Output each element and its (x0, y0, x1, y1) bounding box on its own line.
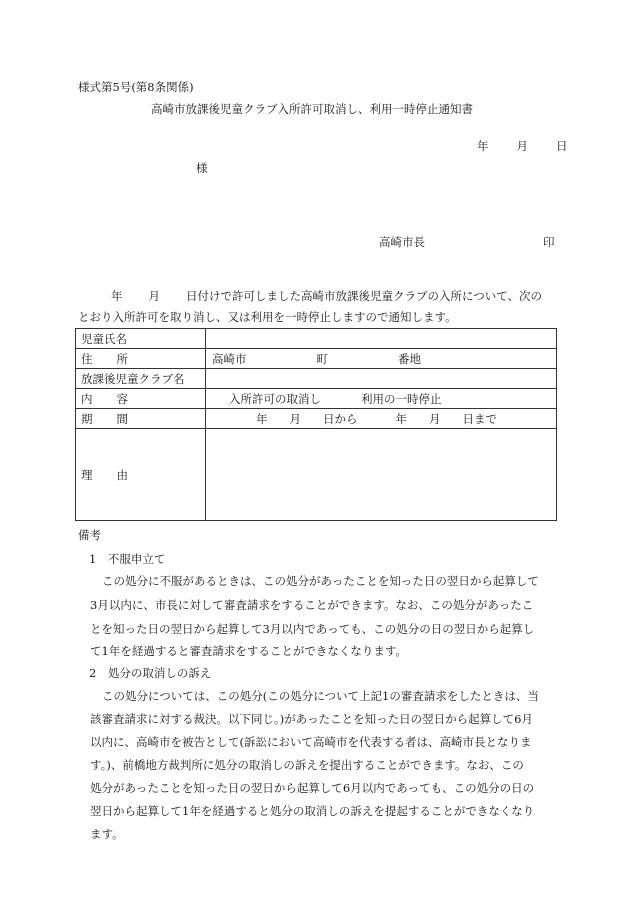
content-label: 内 容 (76, 389, 206, 409)
note1-line: この処分に不服があるときは、この処分があったことを知った日の翌日から起算して (102, 574, 539, 588)
note2-line: 処分があったことを知った日の翌日から起算して6月以内であっても、この処分の日の (90, 781, 535, 795)
notice-info-table (75, 328, 557, 521)
row-club (76, 369, 557, 389)
form-number: 様式第5号(第8条関係) (78, 80, 194, 94)
document-title: 高崎市放課後児童クラブ入所許可取消し、利用一時停止通知書 (151, 102, 473, 116)
note2-line: ます。 (90, 827, 124, 841)
note2-line: す。)、前橋地方裁判所に処分の取消しの訴えを提出することができます。なお、この (90, 758, 524, 772)
intro-year: 年 (111, 289, 123, 303)
seal-mark: 印 (543, 235, 555, 249)
address-town: 町 (316, 351, 328, 366)
row-address (76, 349, 557, 369)
remarks-title: 備考 (78, 528, 101, 542)
period-label: 期 間 (76, 409, 206, 429)
note2-line: 以内に、高崎市を被告として(訴訟において高崎市を代表する者は、高崎市長となりま (90, 735, 532, 749)
child-name-label: 児童氏名 (76, 329, 206, 349)
address-banchi: 番地 (398, 351, 421, 366)
issuer-name: 高崎市長 (379, 235, 425, 249)
note2-title: 2 処分の取消しの訴え (89, 666, 212, 680)
row-period (76, 409, 557, 429)
note1-line: とを知った日の翌日から起算して3月以内であっても、この処分の日の翌日から起算し (90, 622, 535, 636)
address-city: 高崎市 (212, 351, 247, 366)
reason-value (206, 429, 557, 521)
addressee-honorific: 様 (196, 161, 208, 175)
row-content (76, 389, 557, 409)
note1-line: 3月以内に、市長に対して審査請求をすることができます。なお、この処分があったこ (90, 598, 534, 612)
intro-text-1: 日付けで許可しました高崎市放課後児童クラブの入所について、次の (186, 289, 543, 303)
club-label: 放課後児童クラブ名 (76, 369, 206, 389)
row-reason (76, 429, 557, 521)
child-name-value (206, 329, 557, 349)
date-year: 年 (477, 139, 489, 153)
row-child-name (76, 329, 557, 349)
period-value: 年 月 日から 年 月 日まで (206, 409, 557, 429)
address-label: 住 所 (76, 349, 206, 369)
intro-month: 月 (148, 289, 160, 303)
note1-title: 1 不服申立て (89, 552, 166, 566)
intro-line-1 (111, 291, 542, 303)
content-option-suspend: 利用の一時停止 (361, 391, 442, 406)
content-option-cancel: 入所許可の取消し (229, 391, 321, 406)
address-value (206, 349, 557, 369)
intro-line-2: とおり入所許可を取り消し、又は利用を一時停止しますので通知します。 (78, 310, 457, 324)
club-value (206, 369, 557, 389)
note2-line: 翌日から起算して1年を経過すると処分の取消しの訴えを提起することができなくなり (90, 804, 535, 818)
content-value (206, 389, 557, 409)
reason-label: 理 由 (76, 429, 206, 521)
date-line (477, 141, 568, 153)
note2-line: この処分については、この処分(この処分について上記1の審査請求をしたときは、当 (102, 689, 539, 703)
date-day: 日 (556, 139, 568, 153)
note1-line: て1年を経過すると審査請求をすることができなくなります。 (90, 644, 407, 658)
date-month: 月 (516, 139, 528, 153)
note2-line: 該審査請求に対する裁決。以下同じ。)があったことを知った日の翌日から起算して6月 (90, 712, 533, 726)
